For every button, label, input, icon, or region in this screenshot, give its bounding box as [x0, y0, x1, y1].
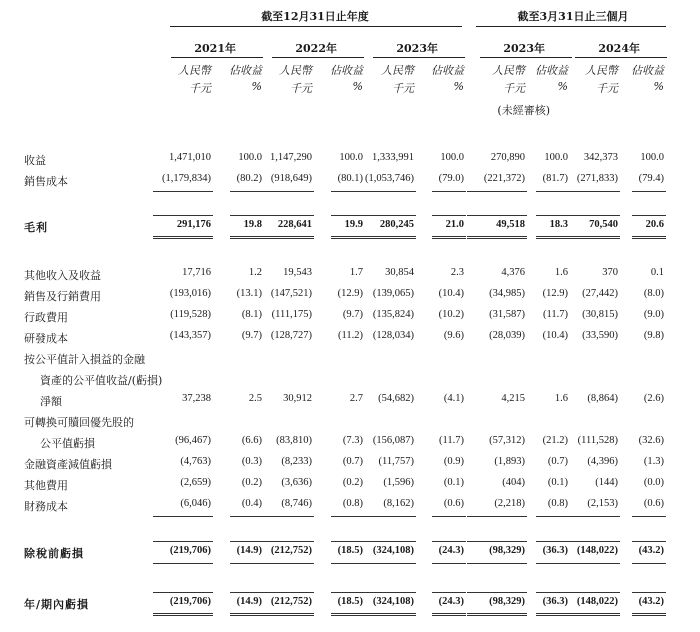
row-label: 除稅前虧損 — [24, 547, 84, 560]
single-overline — [560, 215, 620, 216]
single-overline — [356, 592, 416, 593]
single-underline — [254, 191, 314, 192]
amount-cell: (2,153) — [587, 498, 618, 509]
amount-cell: (11,757) — [378, 456, 414, 467]
amount-cell: 30,854 — [385, 267, 414, 278]
amount-cell: 342,373 — [583, 152, 618, 163]
single-underline — [560, 191, 620, 192]
percent-cell: (12.9) — [337, 288, 363, 299]
percent-cell: (0.1) — [547, 477, 568, 488]
amount-cell: (128,727) — [270, 330, 312, 341]
unit-thousand: 千元 — [392, 82, 414, 95]
amount-cell: (156,087) — [372, 435, 414, 446]
unit-percent: % — [653, 80, 664, 93]
amount-cell: 280,245 — [379, 219, 414, 230]
amount-cell: (3,636) — [281, 477, 312, 488]
single-underline — [153, 191, 213, 192]
percent-cell: (1.3) — [643, 456, 664, 467]
percent-cell: 100.0 — [440, 152, 464, 163]
amount-cell: (1,179,834) — [162, 173, 211, 184]
amount-cell: 1,333,991 — [372, 152, 414, 163]
year-header: 2021年 — [194, 42, 236, 55]
double-underline — [632, 236, 666, 239]
amount-cell: 228,641 — [277, 219, 312, 230]
amount-cell: 17,716 — [182, 267, 211, 278]
unit-currency: 人民幣 — [178, 64, 211, 77]
percent-cell: (0.3) — [241, 456, 262, 467]
single-underline — [632, 191, 666, 192]
year-header: 2023年 — [396, 42, 438, 55]
single-underline — [153, 516, 213, 517]
percent-cell: (24.3) — [438, 545, 464, 556]
year-underline — [272, 57, 364, 58]
single-underline — [432, 191, 466, 192]
percent-cell: (0.2) — [342, 477, 363, 488]
percent-cell: (0.1) — [443, 477, 464, 488]
unit-percent-of-revenue: 佔收益 — [229, 64, 262, 77]
group-header-three-months-underline — [476, 26, 666, 27]
double-underline — [254, 236, 314, 239]
percent-cell: 2.3 — [450, 267, 464, 278]
unit-percent: % — [557, 80, 568, 93]
percent-cell: (11.2) — [338, 330, 363, 341]
single-overline — [632, 541, 666, 542]
amount-cell: 291,176 — [176, 219, 211, 230]
percent-cell: 2.7 — [349, 393, 363, 404]
unit-percent-of-revenue: 佔收益 — [535, 64, 568, 77]
year-underline — [171, 57, 263, 58]
amount-cell: (219,706) — [169, 545, 211, 556]
amount-cell: (8,162) — [383, 498, 414, 509]
single-overline — [356, 215, 416, 216]
single-overline — [432, 592, 466, 593]
amount-cell: (404) — [502, 477, 525, 488]
row-label: 收益 — [24, 154, 46, 167]
amount-cell: 4,376 — [501, 267, 525, 278]
amount-cell: (34,985) — [489, 288, 525, 299]
row-label: 銷售成本 — [24, 175, 68, 188]
percent-cell: (0.8) — [547, 498, 568, 509]
single-underline — [467, 191, 527, 192]
double-underline — [254, 613, 314, 616]
row-label: 淨額 — [40, 395, 62, 408]
amount-cell: (143,357) — [169, 330, 211, 341]
row-label: 財務成本 — [24, 500, 68, 513]
single-overline — [356, 541, 416, 542]
double-underline — [356, 236, 416, 239]
amount-cell: (8,864) — [587, 393, 618, 404]
percent-cell: 21.0 — [445, 219, 464, 230]
row-label: 研發成本 — [24, 332, 68, 345]
amount-cell: (135,824) — [372, 309, 414, 320]
row-label: 金融資產減值虧損 — [24, 458, 112, 471]
single-overline — [254, 592, 314, 593]
single-underline — [432, 563, 466, 564]
percent-cell: 100.0 — [544, 152, 568, 163]
amount-cell: (8,746) — [281, 498, 312, 509]
double-underline — [153, 236, 213, 239]
double-underline — [153, 613, 213, 616]
percent-cell: (80.2) — [236, 173, 262, 184]
amount-cell: (27,442) — [582, 288, 618, 299]
unaudited-note: (未經審核) — [497, 104, 550, 117]
percent-cell: (36.3) — [542, 545, 568, 556]
percent-cell: (8.1) — [241, 309, 262, 320]
percent-cell: (0.2) — [241, 477, 262, 488]
row-label: 可轉換可贖回優先股的 — [24, 416, 134, 429]
year-header: 2022年 — [295, 42, 337, 55]
single-underline — [153, 563, 213, 564]
percent-cell: (18.5) — [337, 596, 363, 607]
single-underline — [467, 563, 527, 564]
percent-cell: (21.2) — [542, 435, 568, 446]
single-overline — [153, 592, 213, 593]
single-underline — [254, 563, 314, 564]
single-overline — [632, 592, 666, 593]
unit-percent-of-revenue: 佔收益 — [431, 64, 464, 77]
percent-cell: (9.8) — [643, 330, 664, 341]
amount-cell: (33,590) — [582, 330, 618, 341]
single-overline — [560, 592, 620, 593]
percent-cell: 100.0 — [238, 152, 262, 163]
percent-cell: 0.1 — [650, 267, 664, 278]
double-underline — [467, 613, 527, 616]
amount-cell: (1,893) — [494, 456, 525, 467]
row-label: 其他費用 — [24, 479, 68, 492]
percent-cell: (11.7) — [439, 435, 464, 446]
percent-cell: 2.5 — [248, 393, 262, 404]
amount-cell: 4,215 — [501, 393, 525, 404]
percent-cell: (0.4) — [241, 498, 262, 509]
single-underline — [356, 563, 416, 564]
percent-cell: (10.4) — [438, 288, 464, 299]
row-label: 銷售及行銷費用 — [24, 290, 101, 303]
percent-cell: 100.0 — [339, 152, 363, 163]
amount-cell: (30,815) — [582, 309, 618, 320]
unit-currency: 人民幣 — [585, 64, 618, 77]
amount-cell: (2,218) — [494, 498, 525, 509]
single-underline — [467, 516, 527, 517]
amount-cell: (6,046) — [180, 498, 211, 509]
amount-cell: (147,521) — [270, 288, 312, 299]
percent-cell: (6.6) — [241, 435, 262, 446]
percent-cell: (13.1) — [236, 288, 262, 299]
percent-cell: (43.2) — [638, 596, 664, 607]
single-underline — [560, 563, 620, 564]
single-overline — [467, 215, 527, 216]
percent-cell: 19.9 — [344, 219, 363, 230]
unit-currency: 人民幣 — [492, 64, 525, 77]
single-overline — [153, 215, 213, 216]
single-overline — [254, 215, 314, 216]
percent-cell: (14.9) — [236, 545, 262, 556]
amount-cell: 19,543 — [283, 267, 312, 278]
amount-cell: (1,053,746) — [365, 173, 414, 184]
unit-percent: % — [352, 80, 363, 93]
single-overline — [432, 541, 466, 542]
unit-currency: 人民幣 — [279, 64, 312, 77]
amount-cell: (28,039) — [489, 330, 525, 341]
percent-cell: (12.9) — [542, 288, 568, 299]
percent-cell: (79.4) — [638, 173, 664, 184]
double-underline — [560, 613, 620, 616]
single-underline — [560, 516, 620, 517]
single-underline — [432, 516, 466, 517]
percent-cell: 20.6 — [645, 219, 664, 230]
amount-cell: (271,833) — [576, 173, 618, 184]
amount-cell: (148,022) — [576, 545, 618, 556]
percent-cell: (8.0) — [643, 288, 664, 299]
amount-cell: (918,649) — [270, 173, 312, 184]
percent-cell: 1.6 — [554, 267, 568, 278]
amount-cell: (4,763) — [180, 456, 211, 467]
percent-cell: (0.8) — [342, 498, 363, 509]
amount-cell: (1,596) — [383, 477, 414, 488]
percent-cell: (36.3) — [542, 596, 568, 607]
amount-cell: 37,238 — [182, 393, 211, 404]
year-underline — [575, 57, 667, 58]
amount-cell: (54,682) — [378, 393, 414, 404]
amount-cell: (324,108) — [372, 596, 414, 607]
double-underline — [467, 236, 527, 239]
amount-cell: 370 — [602, 267, 618, 278]
amount-cell: (83,810) — [276, 435, 312, 446]
amount-cell: (148,022) — [576, 596, 618, 607]
single-underline — [254, 516, 314, 517]
amount-cell: 1,471,010 — [169, 152, 211, 163]
percent-cell: 1.7 — [349, 267, 363, 278]
amount-cell: (119,528) — [170, 309, 211, 320]
double-underline — [560, 236, 620, 239]
percent-cell: (9.7) — [342, 309, 363, 320]
percent-cell: (2.6) — [643, 393, 664, 404]
double-underline — [632, 613, 666, 616]
single-overline — [432, 215, 466, 216]
percent-cell: (9.0) — [643, 309, 664, 320]
year-underline — [373, 57, 465, 58]
single-underline — [356, 191, 416, 192]
amount-cell: (193,016) — [169, 288, 211, 299]
percent-cell: (9.7) — [241, 330, 262, 341]
single-overline — [467, 592, 527, 593]
group-header-fiscal-underline — [170, 26, 462, 27]
percent-cell: (24.3) — [438, 596, 464, 607]
double-underline — [432, 613, 466, 616]
percent-cell: (0.7) — [547, 456, 568, 467]
amount-cell: (57,312) — [489, 435, 525, 446]
unit-thousand: 千元 — [596, 82, 618, 95]
amount-cell: (139,065) — [372, 288, 414, 299]
amount-cell: (324,108) — [372, 545, 414, 556]
single-overline — [153, 541, 213, 542]
amount-cell: (98,329) — [489, 545, 525, 556]
percent-cell: (0.6) — [643, 498, 664, 509]
row-label: 按公平值計入損益的金融 — [24, 353, 145, 366]
percent-cell: (11.7) — [543, 309, 568, 320]
row-label: 年/期內虧損 — [24, 598, 90, 611]
single-underline — [356, 516, 416, 517]
amount-cell: (128,034) — [372, 330, 414, 341]
row-label: 其他收入及收益 — [24, 269, 101, 282]
percent-cell: 18.3 — [549, 219, 568, 230]
percent-cell: (32.6) — [638, 435, 664, 446]
unit-thousand: 千元 — [503, 82, 525, 95]
unit-percent: % — [251, 80, 262, 93]
percent-cell: (18.5) — [337, 545, 363, 556]
row-label: 公平值虧損 — [40, 437, 95, 450]
year-header: 2023年 — [503, 42, 545, 55]
amount-cell: (212,752) — [270, 545, 312, 556]
percent-cell: (9.6) — [443, 330, 464, 341]
amount-cell: (219,706) — [169, 596, 211, 607]
amount-cell: (96,467) — [175, 435, 211, 446]
amount-cell: (2,659) — [180, 477, 211, 488]
row-label: 毛利 — [24, 221, 48, 234]
amount-cell: 70,540 — [589, 219, 618, 230]
year-underline — [480, 57, 572, 58]
group-header-three-months: 截至3月31日止三個月 — [517, 10, 629, 23]
unit-currency: 人民幣 — [381, 64, 414, 77]
percent-cell: (80.1) — [337, 173, 363, 184]
percent-cell: 19.8 — [243, 219, 262, 230]
percent-cell: (10.4) — [542, 330, 568, 341]
percent-cell: (4.1) — [443, 393, 464, 404]
percent-cell: (7.3) — [342, 435, 363, 446]
group-header-fiscal-year: 截至12月31日止年度 — [261, 10, 369, 23]
amount-cell: 49,518 — [496, 219, 525, 230]
amount-cell: (221,372) — [483, 173, 525, 184]
amount-cell: (8,233) — [281, 456, 312, 467]
percent-cell: (0.9) — [443, 456, 464, 467]
single-underline — [632, 516, 666, 517]
amount-cell: (31,587) — [489, 309, 525, 320]
percent-cell: (0.7) — [342, 456, 363, 467]
amount-cell: (98,329) — [489, 596, 525, 607]
percent-cell: (0.6) — [443, 498, 464, 509]
amount-cell: 30,912 — [283, 393, 312, 404]
row-label: 行政費用 — [24, 311, 68, 324]
unit-thousand: 千元 — [290, 82, 312, 95]
single-overline — [254, 541, 314, 542]
unit-thousand: 千元 — [189, 82, 211, 95]
percent-cell: 1.6 — [554, 393, 568, 404]
percent-cell: 100.0 — [640, 152, 664, 163]
double-underline — [356, 613, 416, 616]
row-label: 資產的公平值收益/(虧損) — [40, 374, 163, 387]
percent-cell: (10.2) — [438, 309, 464, 320]
percent-cell: 1.2 — [248, 267, 262, 278]
percent-cell: (43.2) — [638, 545, 664, 556]
percent-cell: (14.9) — [236, 596, 262, 607]
single-underline — [632, 563, 666, 564]
amount-cell: 1,147,290 — [270, 152, 312, 163]
amount-cell: (111,175) — [271, 309, 312, 320]
percent-cell: (79.0) — [438, 173, 464, 184]
single-overline — [632, 215, 666, 216]
unit-percent: % — [453, 80, 464, 93]
double-underline — [432, 236, 466, 239]
single-overline — [467, 541, 527, 542]
amount-cell: (111,528) — [577, 435, 618, 446]
amount-cell: 270,890 — [490, 152, 525, 163]
single-overline — [560, 541, 620, 542]
unit-percent-of-revenue: 佔收益 — [330, 64, 363, 77]
amount-cell: (4,396) — [587, 456, 618, 467]
percent-cell: (81.7) — [542, 173, 568, 184]
amount-cell: (144) — [595, 477, 618, 488]
amount-cell: (212,752) — [270, 596, 312, 607]
unit-percent-of-revenue: 佔收益 — [631, 64, 664, 77]
year-header: 2024年 — [598, 42, 640, 55]
percent-cell: (0.0) — [643, 477, 664, 488]
